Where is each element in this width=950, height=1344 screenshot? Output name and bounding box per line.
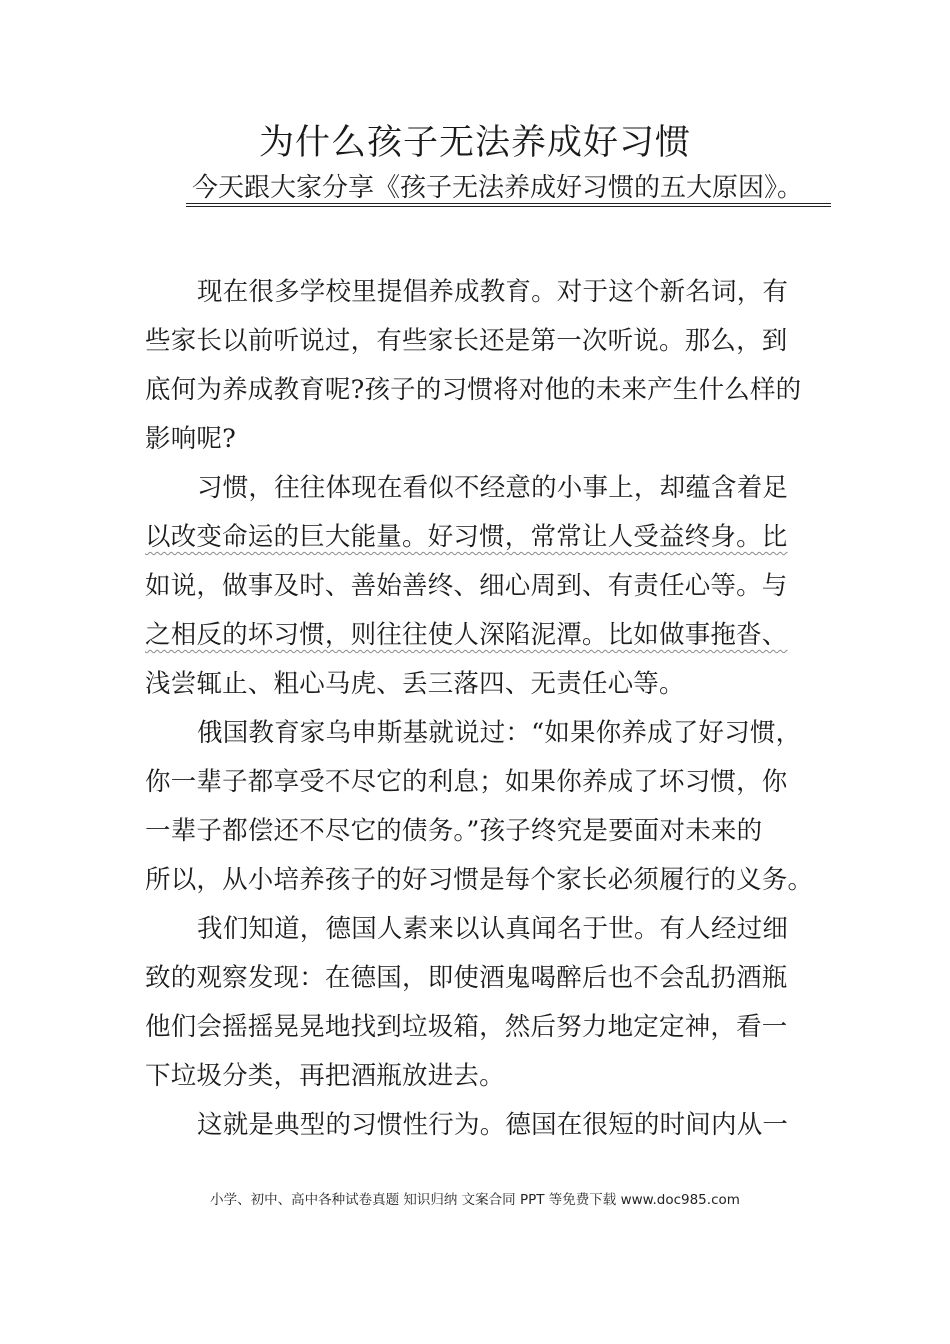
subtitle-text: 今天跟大家分享《孩子无法养成好习惯的五大原因》。: [192, 173, 804, 203]
paragraph-line: 我们知道，德国人素来以认真闻名于世。有人经过细: [197, 914, 789, 944]
paragraph-line: 他们会摇摇晃晃地找到垃圾箱，然后努力地定定神，看一: [145, 1012, 788, 1042]
paragraph-line: 些家长以前听说过，有些家长还是第一次听说。那么，到: [145, 326, 788, 356]
paragraph-line: 一辈子都偿还不尽它的债务。”孩子终究是要面对未来的: [145, 816, 763, 846]
document-subtitle: [186, 170, 831, 206]
paragraph-line: 你一辈子都享受不尽它的利息；如果你养成了坏习惯，你: [145, 767, 788, 797]
paragraph-line: 底何为养成教育呢?孩子的习惯将对他的未来产生什么样的: [145, 375, 802, 405]
paragraph-line: 这就是典型的习惯性行为。德国在很短的时间内从一: [197, 1110, 789, 1140]
paragraph-4: [145, 905, 815, 1101]
paragraph-line: 影响呢?: [145, 424, 236, 454]
paragraph-3: [145, 709, 815, 905]
paragraph-1: [145, 268, 815, 464]
subtitle-underline-double: [186, 206, 831, 207]
paragraph-line: 之相反的坏习惯，则往往使人深陷泥潭。比如做事拖沓、: [145, 620, 788, 650]
paragraph-5: [145, 1101, 815, 1150]
subtitle-underline: [186, 203, 831, 204]
paragraph-line: 浅尝辄止、粗心马虎、丢三落四、无责任心等。: [145, 669, 685, 699]
paragraph-line: 习惯，往往体现在看似不经意的小事上，却蕴含着足: [197, 473, 789, 503]
paragraph-line: 致的观察发现：在德国，即使酒鬼喝醉后也不会乱扔酒瓶: [145, 963, 788, 993]
paragraph-line: 以改变命运的巨大能量。好习惯，常常让人受益终身。比: [145, 522, 788, 552]
paragraph-line: 所以，从小培养孩子的好习惯是每个家长必须履行的义务。: [145, 865, 814, 895]
paragraph-line: 俄国教育家乌申斯基就说过：“如果你养成了好习惯，: [197, 718, 802, 748]
document-title: 为什么孩子无法养成好习惯: [258, 123, 691, 163]
paragraph-line: 下垃圾分类，再把酒瓶放进去。: [145, 1061, 505, 1091]
document-body: [145, 268, 815, 1150]
paragraph-2: [145, 464, 815, 709]
page-footer: 小学、初中、高中各种试卷真题 知识归纳 文案合同 PPT 等免费下载 www.doc985.com: [210, 1192, 740, 1208]
paragraph-line: 现在很多学校里提倡养成教育。对于这个新名词，有: [197, 277, 789, 307]
paragraph-line: 如说，做事及时、善始善终、细心周到、有责任心等。与: [145, 571, 788, 601]
